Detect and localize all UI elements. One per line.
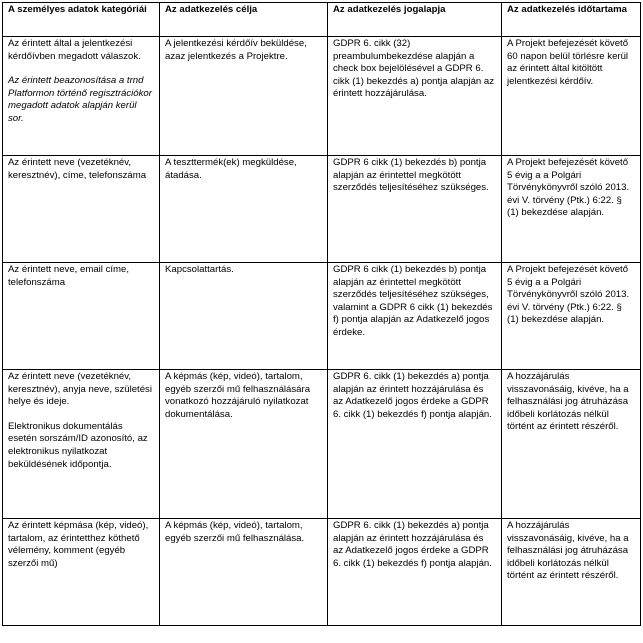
cell-duration: A Projekt befejezését követő 5 évig a a Polgári Törvénykönyvről szóló 2013. évi V. törvény (Ptk.) 6:22. § (1) bekezdése alapján. — [502, 263, 641, 370]
table-row — [3, 370, 641, 519]
document-page — [2, 2, 641, 626]
cell-purpose: A képmás (kép, videó), tartalom, egyéb szerzői mű felhasználására vonatkozó hozzájáruló nyilatkozat dokumentálása. — [160, 370, 328, 519]
cell-duration: A hozzájárulás visszavonásáig, kivéve, ha a felhasználási jog átruházása időbeli korlátozás nélkül történt az érintett részéről. — [502, 370, 641, 519]
table-header-row — [3, 3, 641, 37]
cell-legal-basis: GDPR 6 cikk (1) bekezdés b) pontja alapján az érintettel megkötött szerződés teljesítéséhez szükséges. — [328, 156, 502, 263]
cell-category: Az érintett képmása (kép, videó), tartalom, az érintetthez köthető vélemény, komment (egyéb szerzői mű) — [3, 519, 160, 626]
table-row — [3, 263, 641, 370]
cell-legal-basis: GDPR 6 cikk (1) bekezdés b) pontja alapján az érintettel megkötött szerződés teljesítéséhez szükséges, valamint a GDPR 6 cikk (1) bekezdés f) pontja alapján az Adatkezelő jogos érdeke. — [328, 263, 502, 370]
cell-purpose: A jelentkezési kérdőív beküldése, azaz jelentkezés a Projektre. — [160, 37, 328, 156]
cell-duration: A Projekt befejezését követő 5 évig a a Polgári Törvénykönyvről szóló 2013. évi V. törvény (Ptk.) 6:22. § (1) bekezdése alapján. — [502, 156, 641, 263]
cell-duration: A hozzájárulás visszavonásáig, kivéve, ha a felhasználási jog átruházása időbeli korlátozás nélkül történt az érintett részéről. — [502, 519, 641, 626]
table-row — [3, 156, 641, 263]
cell-category: Az érintett neve (vezetéknév, keresztnév), címe, telefonszáma — [3, 156, 160, 263]
table-row — [3, 519, 641, 626]
cell-purpose: Kapcsolattartás. — [160, 263, 328, 370]
cell-category — [3, 37, 160, 156]
cell-legal-basis: GDPR 6. cikk (1) bekezdés a) pontja alapján az érintett hozzájárulása és az Adatkezelő jogos érdeke a GDPR 6. cikk (1) bekezdés f) pontja alapján. — [328, 519, 502, 626]
cell-legal-basis: GDPR 6. cikk (32) preambulumbekezdése alapján a check box bejelölésével a GDPR 6. cikk (1) bekezdés a) pontja alapján az érintett hozzájárulása. — [328, 37, 502, 156]
header-duration: Az adatkezelés időtartama — [502, 3, 641, 37]
cell-legal-basis: GDPR 6. cikk (1) bekezdés a) pontja alapján az érintett hozzájárulása és az Adatkezelő jogos érdeke a GDPR 6. cikk (1) bekezdés f) pontja alapján. — [328, 370, 502, 519]
cell-purpose: A képmás (kép, videó), tartalom, egyéb szerzői mű felhasználása. — [160, 519, 328, 626]
cell-duration: A Projekt befejezését követő 60 napon belül törlésre kerül az érintett által kitöltött jelentkezési kérdőív. — [502, 37, 641, 156]
category-note: Elektronikus dokumentálás esetén sorszám/ID azonosító, az elektronikus nyilatkozat beküldésének időpontja. — [8, 420, 148, 470]
header-legal-basis: Az adatkezelés jogalapja — [328, 3, 502, 37]
cell-category — [3, 370, 160, 519]
category-note: Az érintett beazonosítása a trnd Platformon történő regisztrációkor megadott adatok alapján kerül sor. — [8, 75, 152, 124]
header-data-categories: A személyes adatok kategóriái — [3, 3, 160, 37]
cell-purpose: A teszttermék(ek) megküldése, átadása. — [160, 156, 328, 263]
cell-category: Az érintett neve, email címe, telefonszáma — [3, 263, 160, 370]
table-row — [3, 37, 641, 156]
header-purpose: Az adatkezelés célja — [160, 3, 328, 37]
data-processing-table — [2, 2, 641, 626]
category-text: Az érintett által a jelentkezési kérdőívben megadott válaszok. — [8, 38, 141, 62]
category-text: Az érintett neve (vezetéknév, keresztnév), anyja neve, születési helye és ideje. — [8, 371, 152, 408]
